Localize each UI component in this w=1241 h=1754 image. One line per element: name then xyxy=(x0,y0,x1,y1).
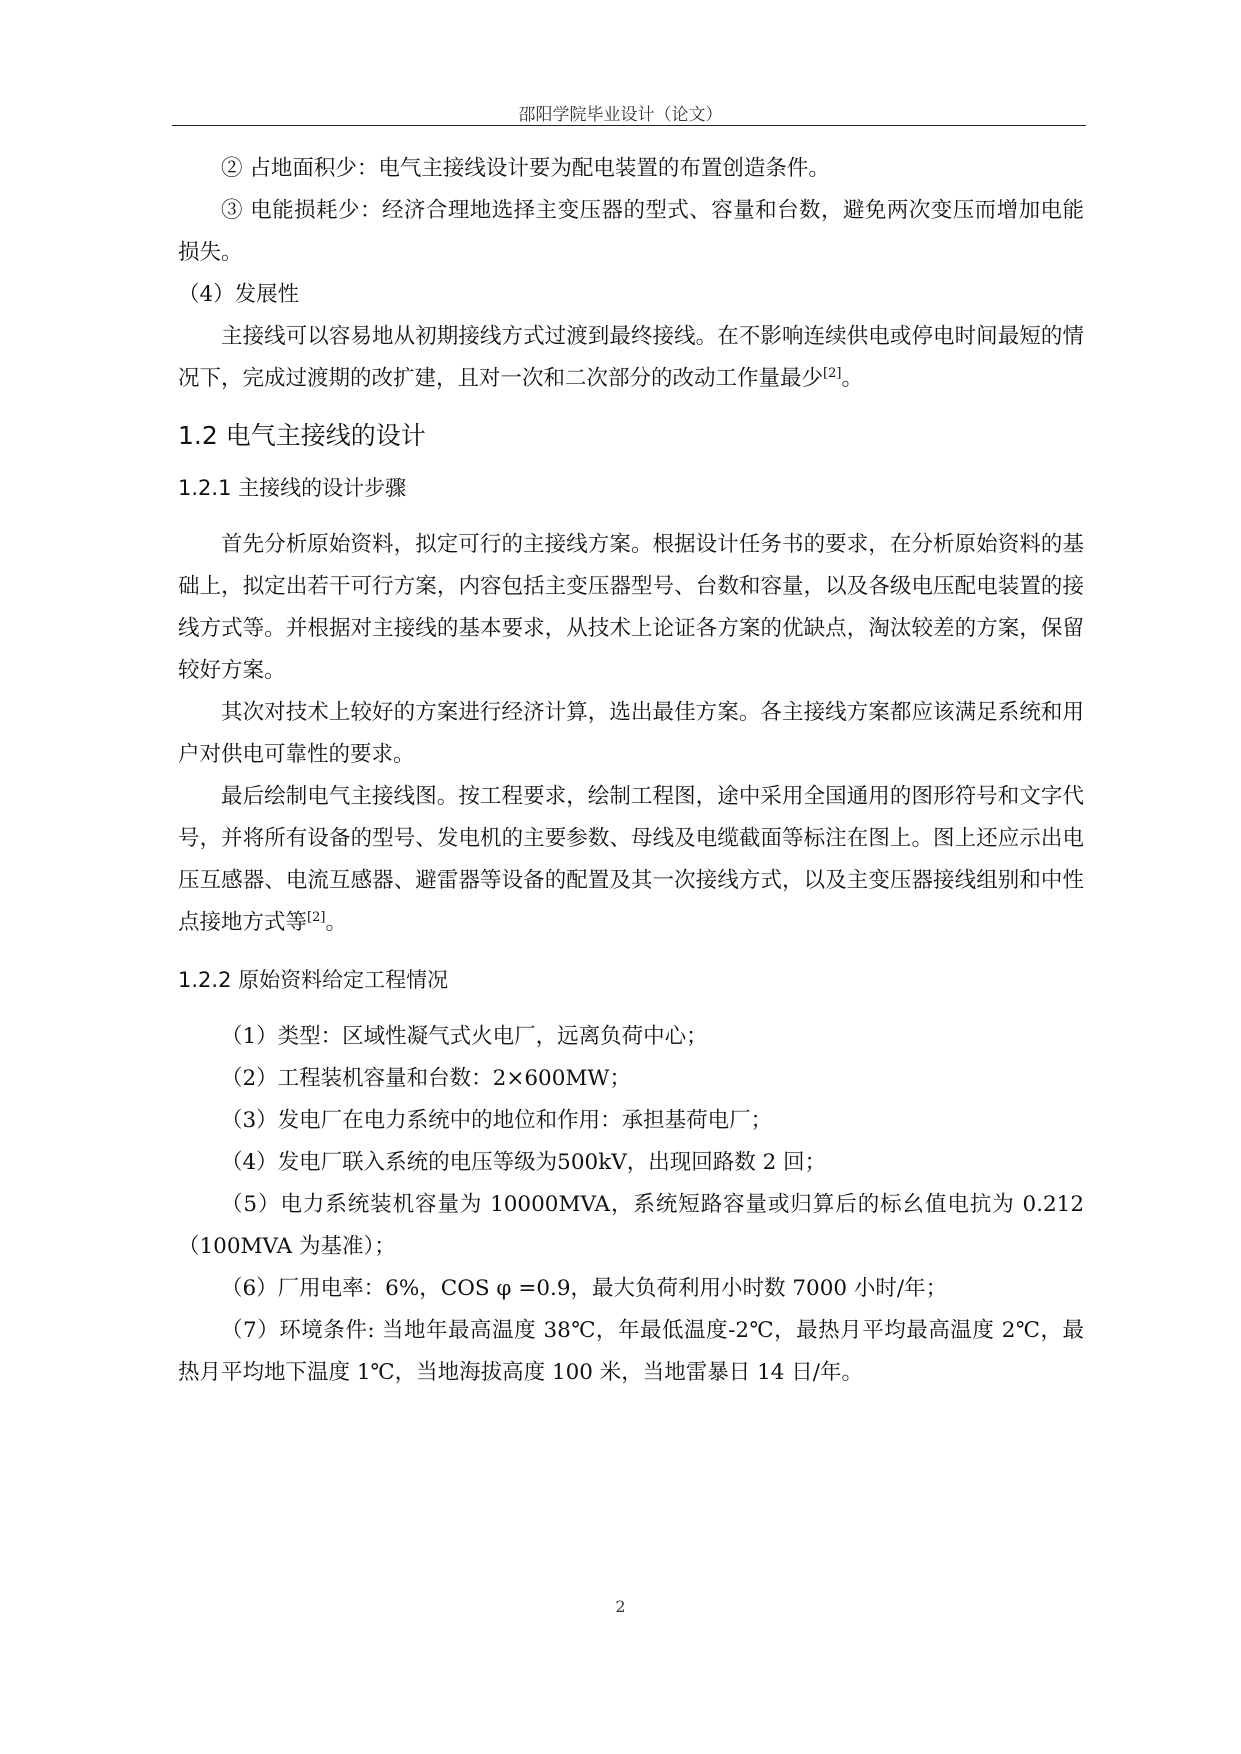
paragraph-item-3: ③ 电能损耗少：经济合理地选择主变压器的型式、容量和台数，避免两次变压而增加电能损失。 xyxy=(178,198,1084,265)
paragraph-end-mark: 。 xyxy=(841,366,863,391)
header-divider xyxy=(172,125,1086,126)
paragraph-design-step-3 xyxy=(178,776,1084,944)
paragraph-development xyxy=(178,316,1084,400)
paragraph-item-2: ② 占地面积少：电气主接线设计要为配电装置的布置创造条件。 xyxy=(221,156,830,181)
list-item-role: （3）发电厂在电力系统中的地位和作用：承担基荷电厂； xyxy=(221,1108,773,1133)
list-item-environment: （7）环境条件: 当地年最高温度 38℃，年最低温度-2℃，最热月平均最高温度 2℃，最热月平均地下温度 1℃，当地海拔高度 100 米，当地雷暴日 14 日/年。 xyxy=(178,1318,1084,1385)
paragraph-design-step-1: 首先分析原始资料，拟定可行的主接线方案。根据设计任务书的要求，在分析原始资料的基础上，拟定出若干可行方案，内容包括主变压器型号、台数和容量，以及各级电压配电装置的接线方式等。并根据对主接线的基本要求，从技术上论证各方案的优缺点，淘汰较差的方案，保留较好方案。 xyxy=(178,532,1084,683)
page-number: 2 xyxy=(615,1597,626,1616)
section-title-1-2-1: 1.2.1 主接线的设计步骤 xyxy=(178,476,407,500)
paragraph-design-step-3-text: 最后绘制电气主接线图。按工程要求，绘制工程图，途中采用全国通用的图形符号和文字代号，并将所有设备的型号、发电机的主要参数、母线及电缆截面等标注在图上。图上还应示出电压互感器、电流互感器、避雷器等设备的配置及其一次接线方式，以及主变压器接线组别和中性点接地方式等 xyxy=(178,784,1084,935)
paragraph-end-mark: 。 xyxy=(325,910,347,935)
section-title-1-2-2: 1.2.2 原始资料给定工程情况 xyxy=(178,968,449,992)
list-item-voltage: （4）发电厂联入系统的电压等级为500kV，出现回路数 2 回； xyxy=(221,1150,827,1175)
section-title-1-2: 1.2 电气主接线的设计 xyxy=(178,421,426,450)
list-item-capacity: （2）工程装机容量和台数：2×600MW； xyxy=(221,1066,632,1091)
page-body xyxy=(178,148,1084,1394)
page-header: 邵阳学院毕业设计（论文） xyxy=(518,105,723,125)
subheading-development: （4）发展性 xyxy=(178,282,300,307)
list-item-auxiliary-rate: （6）厂用电率：6%，COS φ =0.9，最大负荷利用小时数 7000 小时/年； xyxy=(221,1276,948,1301)
list-item-system-capacity: （5）电力系统装机容量为 10000MVA，系统短路容量或归算后的标幺值电抗为 0.212（100MVA 为基准）； xyxy=(178,1192,1084,1259)
list-item-type: （1）类型：区域性凝气式火电厂，远离负荷中心； xyxy=(221,1024,708,1049)
paragraph-design-step-2: 其次对技术上较好的方案进行经济计算，选出最佳方案。各主接线方案都应该满足系统和用户对供电可靠性的要求。 xyxy=(178,700,1084,767)
citation-ref: [2] xyxy=(823,365,842,381)
paragraph-development-text: 主接线可以容易地从初期接线方式过渡到最终接线。在不影响连续供电或停电时间最短的情况下，完成过渡期的改扩建，且对一次和二次部分的改动工作量最少 xyxy=(178,324,1084,391)
citation-ref: [2] xyxy=(307,909,326,925)
